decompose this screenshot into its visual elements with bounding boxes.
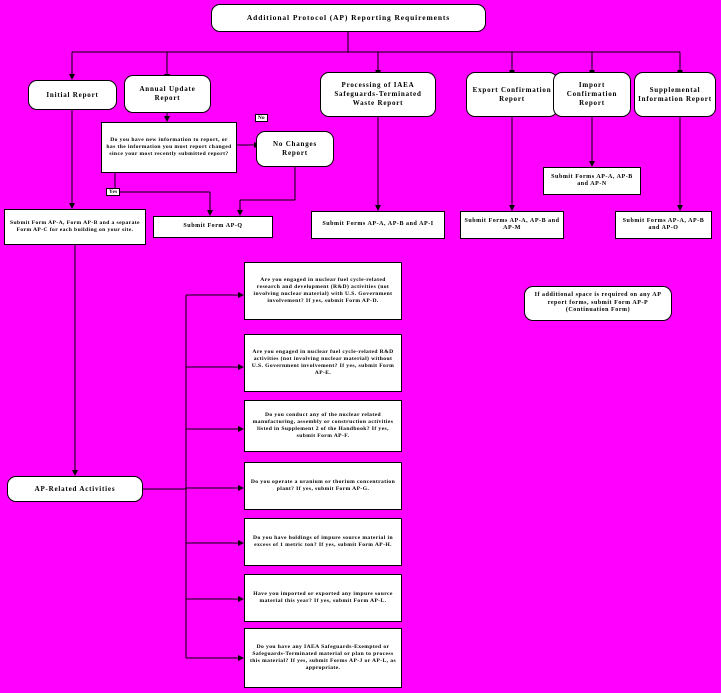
node-activity-ap-g-text: Do you operate a uranium or thorium concentration plant? If yes, submit Form AP-G.	[250, 479, 396, 492]
node-export-confirmation-text: Export Confirmation Report	[472, 85, 552, 103]
node-continuation-form	[524, 286, 672, 321]
node-initial-report-text: Initial Report	[46, 90, 99, 99]
node-annual-update-report	[124, 75, 211, 113]
node-no-changes-report	[256, 131, 334, 167]
node-activity-ap-l-import-export	[244, 574, 402, 622]
node-activity-ap-l-import-export-text: Have you imported or exported any impure source material this year? If yes, submit Form AP-L.	[253, 591, 393, 604]
node-submit-export-forms-text: Submit Forms AP-A, AP-B and AP-M	[464, 217, 560, 231]
node-activity-ap-g	[244, 462, 402, 510]
node-activity-ap-j-text: Do you have any IAEA Safeguards-Exempted or Safeguards-Terminated material or plan to process this material? If yes, submit Forms AP-J or AP-L, as appropriate.	[249, 644, 397, 671]
node-activity-ap-h	[244, 518, 402, 566]
node-import-confirmation-text: Import Confirmation Report	[566, 81, 618, 107]
node-supplemental-information-report	[634, 72, 716, 117]
node-submit-import-forms	[543, 167, 641, 195]
node-processing-iaea-text: Processing of IAEA Safeguards-Terminated Waste Report	[334, 81, 422, 107]
node-activity-ap-e	[244, 334, 402, 392]
node-title	[211, 4, 486, 32]
node-submit-initial-forms-text: Submit Form AP-A, Form AP-B and a separate Form AP-C for each building on your site.	[10, 220, 140, 233]
node-submit-export-forms	[460, 211, 564, 239]
node-ap-related-activities	[7, 476, 143, 502]
node-activity-ap-d-text: Are you engaged in nuclear fuel cycle-related research and development (R&D) activities (not involving nuclear material) with U.S. Government involvement? If yes, submit Form AP-D.	[253, 277, 393, 304]
node-submit-processing-forms	[311, 211, 445, 239]
node-submit-initial-forms	[4, 209, 146, 245]
node-annual-update-report-text: Annual Update Report	[139, 85, 196, 102]
node-decision-new-information-text: Do you have new information to report, or has the information you must report changed since your most recently submitted report?	[106, 137, 232, 157]
node-import-confirmation-report	[553, 72, 631, 117]
edge-label-no	[255, 114, 268, 122]
node-ap-related-activities-text: AP-Related Activities	[34, 484, 116, 493]
node-initial-report	[28, 80, 117, 110]
node-submit-form-apq	[153, 216, 273, 238]
node-no-changes-report-text: No Changes Report	[273, 140, 317, 157]
node-continuation-form-text: If additional space is required on any AP report forms, submit Form AP-P (Continuation Form)	[534, 292, 662, 314]
node-activity-ap-e-text: Are you engaged in nuclear fuel cycle-related R&D activities (not involving nuclear material) without U.S. Government involvement? If yes, submit Form AP-E.	[251, 349, 395, 376]
edge-label-yes-text: Yes	[109, 189, 118, 195]
node-supplemental-information-text: Supplemental Information Report	[638, 85, 712, 103]
node-submit-import-forms-text: Submit Forms AP-A, AP-B and AP-N	[551, 173, 633, 187]
edge-label-yes	[106, 188, 120, 196]
node-submit-processing-forms-text: Submit Forms AP-A, AP-B and AP-I	[322, 221, 434, 228]
node-title-text: Additional Protocol (AP) Reporting Requirements	[246, 13, 451, 23]
node-activity-ap-f-text: Do you conduct any of the nuclear related manufacturing, assembly or construction activities listed in Supplement 2 of the Handbook? If yes, submit Form AP-F.	[252, 412, 394, 439]
node-activity-ap-d	[244, 262, 402, 320]
node-submit-supplemental-forms-text: Submit Forms AP-A, AP-B and AP-O	[622, 217, 705, 231]
node-decision-new-information	[101, 122, 237, 173]
node-activity-ap-h-text: Do you have holdings of impure source material in excess of 1 metric ton? If yes, submit Form AP-H.	[253, 535, 393, 548]
edge-label-no-text: No	[258, 115, 265, 121]
node-processing-iaea-waste-report	[320, 72, 436, 117]
node-submit-form-apq-text: Submit Form AP-Q	[183, 223, 243, 230]
node-submit-supplemental-forms	[615, 211, 712, 239]
node-activity-ap-j	[244, 628, 402, 688]
node-export-confirmation-report	[466, 72, 558, 117]
node-activity-ap-f	[244, 400, 402, 452]
